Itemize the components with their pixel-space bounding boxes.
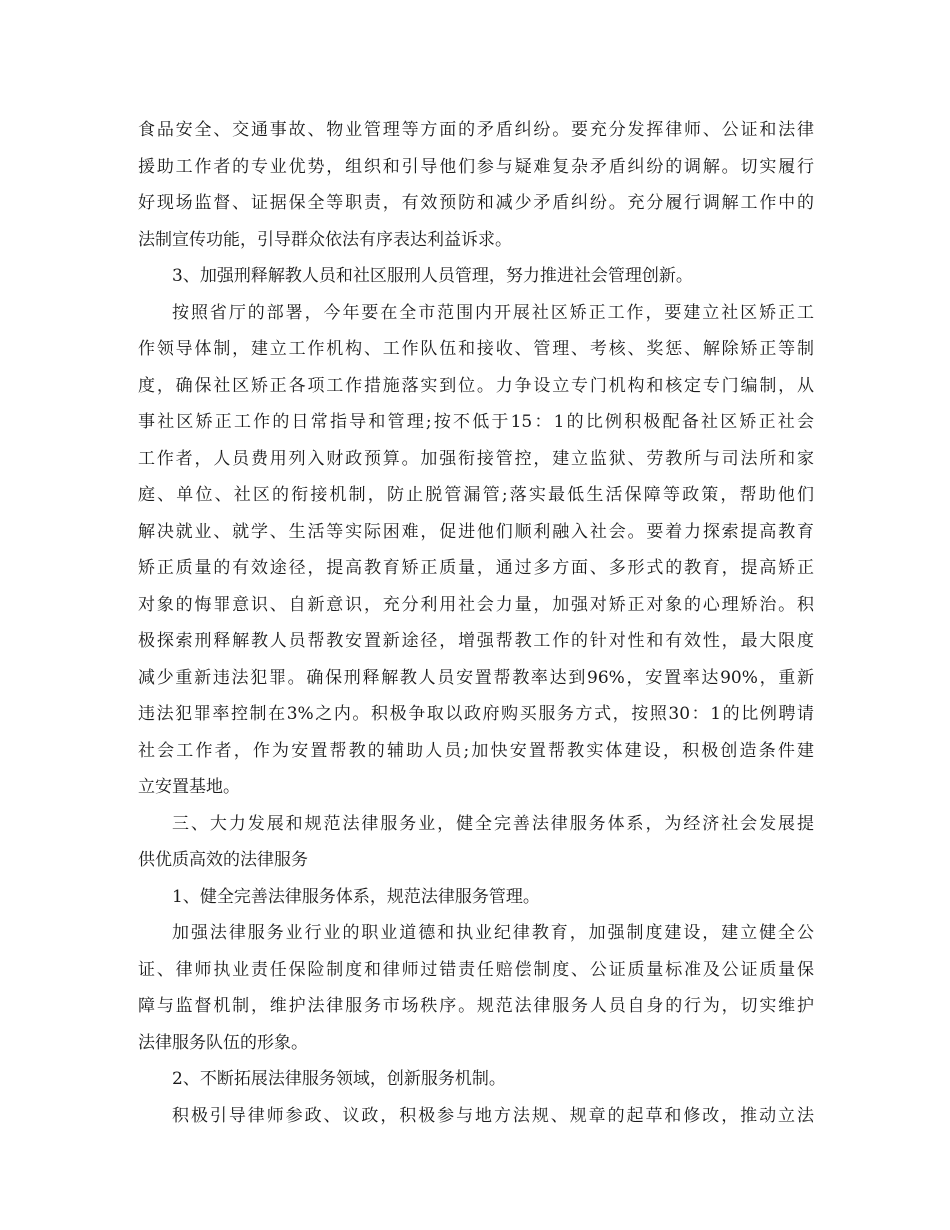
document-page (138, 112, 814, 1134)
paragraph-line: 对象的悔罪意识、自新意识，充分利用社会力量，加强对矫正对象的心理矫治。积 (138, 594, 814, 615)
paragraph-line: 矫正质量的有效途径，提高教育矫正质量，通过多方面、多形式的教育，提高矫正 (138, 558, 814, 578)
paragraph-line: 好现场监督、证据保全等职责，有效预防和减少矛盾纠纷。充分履行调解工作中的 (138, 193, 814, 213)
section-heading: 供优质高效的法律服务 (138, 850, 308, 870)
paragraph-line: 证、律师执业责任保险制度和律师过错责任赔偿制度、公证质量标准及公证质量保 (138, 959, 814, 980)
paragraph-line: 极探索刑释解教人员帮教安置新途径，增强帮教工作的针对性和有效性，最大限度 (138, 631, 814, 651)
paragraph-line: 社会工作者，作为安置帮教的辅助人员;加快安置帮教实体建设，积极创造条件建 (138, 740, 814, 761)
paragraph-line: 事社区矫正工作的日常指导和管理;按不低于15：1的比例积极配备社区矫正社会 (138, 412, 814, 432)
paragraph-line: 法律服务队伍的形象。 (138, 1032, 308, 1053)
paragraph-line: 食品安全、交通事故、物业管理等方面的矛盾纠纷。要充分发挥律师、公证和法律 (138, 120, 814, 140)
paragraph-line: 加强法律服务业行业的职业道德和执业纪律教育，加强制度建设，建立健全公 (172, 923, 814, 943)
paragraph-line: 庭、单位、社区的衔接机制，防止脱管漏管;落实最低生活保障等政策，帮助他们 (138, 485, 814, 505)
paragraph-line: 积极引导律师参政、议政，积极参与地方法规、规章的起草和修改，推动立法 (172, 1105, 814, 1126)
paragraph-line: 法制宣传功能，引导群众依法有序表达利益诉求。 (138, 229, 512, 250)
paragraph-line: 立安置基地。 (138, 777, 240, 797)
paragraph-line: 障与监督机制，维护法律服务市场秩序。规范法律服务人员自身的行为，切实维护 (138, 996, 814, 1016)
paragraph-line: 减少重新违法犯罪。确保刑释解教人员安置帮教率达到96%，安置率达90%，重新 (138, 667, 814, 688)
subsection-heading: 2、不断拓展法律服务领域，创新服务机制。 (172, 1069, 506, 1089)
section-heading: 三、大力发展和规范法律服务业，健全完善法律服务体系，为经济社会发展提 (172, 813, 814, 834)
paragraph-line: 作领导体制，建立工作机构、工作队伍和接收、管理、考核、奖惩、解除矫正等制 (138, 339, 814, 359)
section-heading: 3、加强刑释解教人员和社区服刑人员管理，努力推进社会管理创新。 (172, 266, 693, 286)
paragraph-line: 度，确保社区矫正各项工作措施落实到位。力争设立专门机构和核定专门编制，从 (138, 375, 814, 396)
paragraph-line: 按照省厅的部署，今年要在全市范围内开展社区矫正工作，要建立社区矫正工 (172, 302, 814, 323)
paragraph-line: 解决就业、就学、生活等实际困难，促进他们顺利融入社会。要着力探索提高教育 (138, 521, 814, 542)
subsection-heading: 1、健全完善法律服务体系，规范法律服务管理。 (172, 886, 540, 907)
paragraph-line: 工作者，人员费用列入财政预算。加强衔接管控，建立监狱、劳教所与司法所和家 (138, 448, 814, 469)
paragraph-line: 违法犯罪率控制在3%之内。积极争取以政府购买服务方式，按照30：1的比例聘请 (138, 704, 814, 724)
paragraph-line: 援助工作者的专业优势，组织和引导他们参与疑难复杂矛盾纠纷的调解。切实履行 (138, 156, 814, 177)
